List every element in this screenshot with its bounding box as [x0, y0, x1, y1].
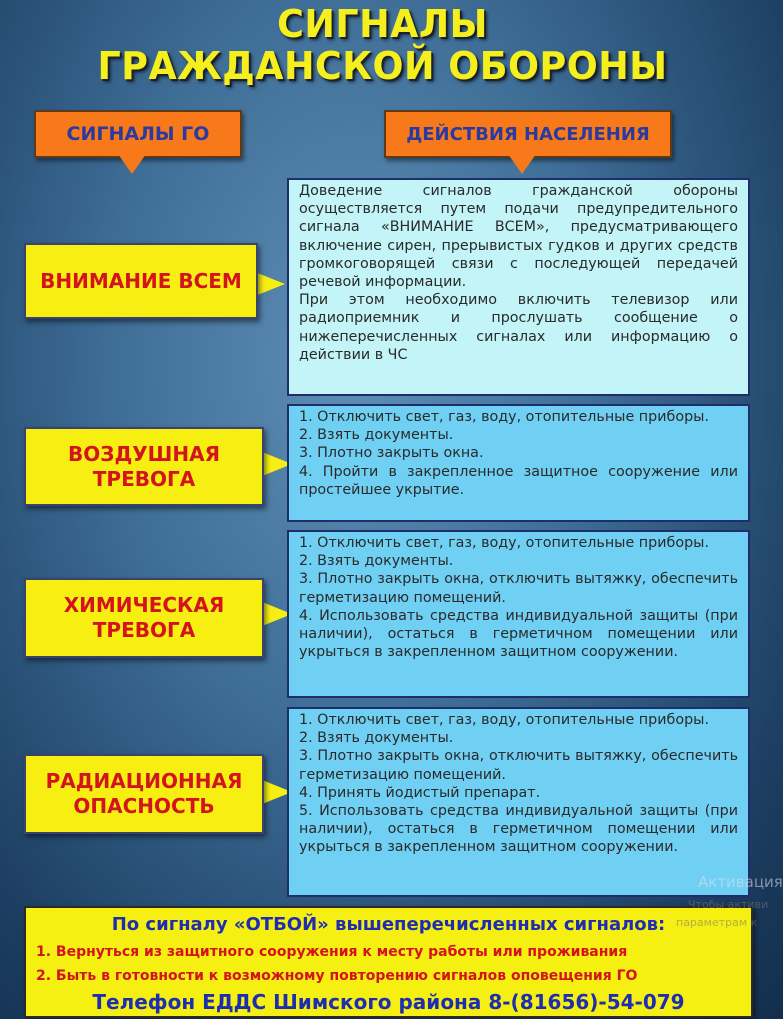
- action-item: 5. Использовать средства индивидуальной защиты (при наличии), остаться в герметичном помещении или укрыться в закрепленном защитном сооружении.: [299, 803, 738, 856]
- action-item: 1. Отключить свет, газ, воду, отопительные приборы.: [299, 535, 709, 551]
- signal-chemical: ХИМИЧЕСКАЯ ТРЕВОГА: [24, 578, 264, 658]
- actions-panel-chemical: [287, 530, 750, 698]
- signal-attention-all: ВНИМАНИЕ ВСЕМ: [24, 243, 258, 319]
- action-item: 3. Плотно закрыть окна, отключить вытяжку, обеспечить герметизацию помещений.: [299, 571, 738, 606]
- all-clear-item: 2. Быть в готовности к возможному повторению сигналов оповещения ГО: [36, 968, 638, 984]
- signal-air-raid: ВОЗДУШНАЯ ТРЕВОГА: [24, 427, 264, 506]
- action-item: 2. Взять документы.: [299, 553, 454, 570]
- action-item: 1. Отключить свет, газ, воду, отопительные приборы.: [299, 712, 709, 728]
- action-text: При этом необходимо включить телевизор или радиоприемник и прослушать сообщение о нижеперечисленных сигналах или информацию о действии в ЧС: [299, 292, 738, 363]
- actions-panel-air-raid: [287, 404, 750, 522]
- signals-header-arrow: [118, 154, 146, 174]
- signal-radiation: РАДИАЦИОННАЯ ОПАСНОСТЬ: [24, 754, 264, 834]
- actions-panel-radiation: [287, 707, 750, 897]
- phone-number: Телефон ЕДДС Шимского района 8-(81656)-54-079: [92, 990, 685, 1014]
- actions-panel-attention: [287, 178, 750, 396]
- action-item: 4. Использовать средства индивидуальной защиты (при наличии), остаться в герметичном помещении или укрыться в закрепленном защитном сооружении.: [299, 607, 738, 661]
- activation-watermark-title: Активация: [698, 873, 783, 891]
- action-item: 2. Взять документы.: [299, 730, 454, 747]
- all-clear-box: [24, 906, 753, 1018]
- page-title-line2: ГРАЖДАНСКОЙ ОБОРОНЫ: [97, 44, 668, 88]
- actions-header: ДЕЙСТВИЯ НАСЕЛЕНИЯ: [384, 110, 672, 158]
- action-item: 1. Отключить свет, газ, воду, отопительные приборы.: [299, 409, 709, 425]
- signals-header: СИГНАЛЫ ГО: [34, 110, 242, 158]
- action-item: 3. Плотно закрыть окна.: [299, 445, 484, 462]
- page-title-line1: СИГНАЛЫ: [277, 2, 488, 46]
- action-item: 2. Взять документы.: [299, 427, 454, 444]
- activation-watermark-line3: параметрам к: [676, 916, 758, 929]
- all-clear-heading: По сигналу «ОТБОЙ» вышеперечисленных сигналов:: [111, 914, 666, 935]
- action-item: 4. Пройти в закрепленное защитное сооружение или простейшее укрытие.: [299, 463, 738, 498]
- action-item: 3. Плотно закрыть окна, отключить вытяжку, обеспечить герметизацию помещений.: [299, 748, 738, 783]
- all-clear-item: 1. Вернуться из защитного сооружения к месту работы или проживания: [36, 944, 628, 960]
- actions-header-arrow: [508, 154, 536, 174]
- action-item: 4. Принять йодистый препарат.: [299, 784, 541, 801]
- activation-watermark-line2: Чтобы активи: [688, 898, 769, 911]
- action-text: Доведение сигналов гражданской обороны осуществляется путем подачи предупредительного сигнала «ВНИМАНИЕ ВСЕМ», предусматривающего включение сирен, прерывистых гудков и других средств громкоговорящей связи с последующей передачей речевой информации.: [299, 183, 738, 291]
